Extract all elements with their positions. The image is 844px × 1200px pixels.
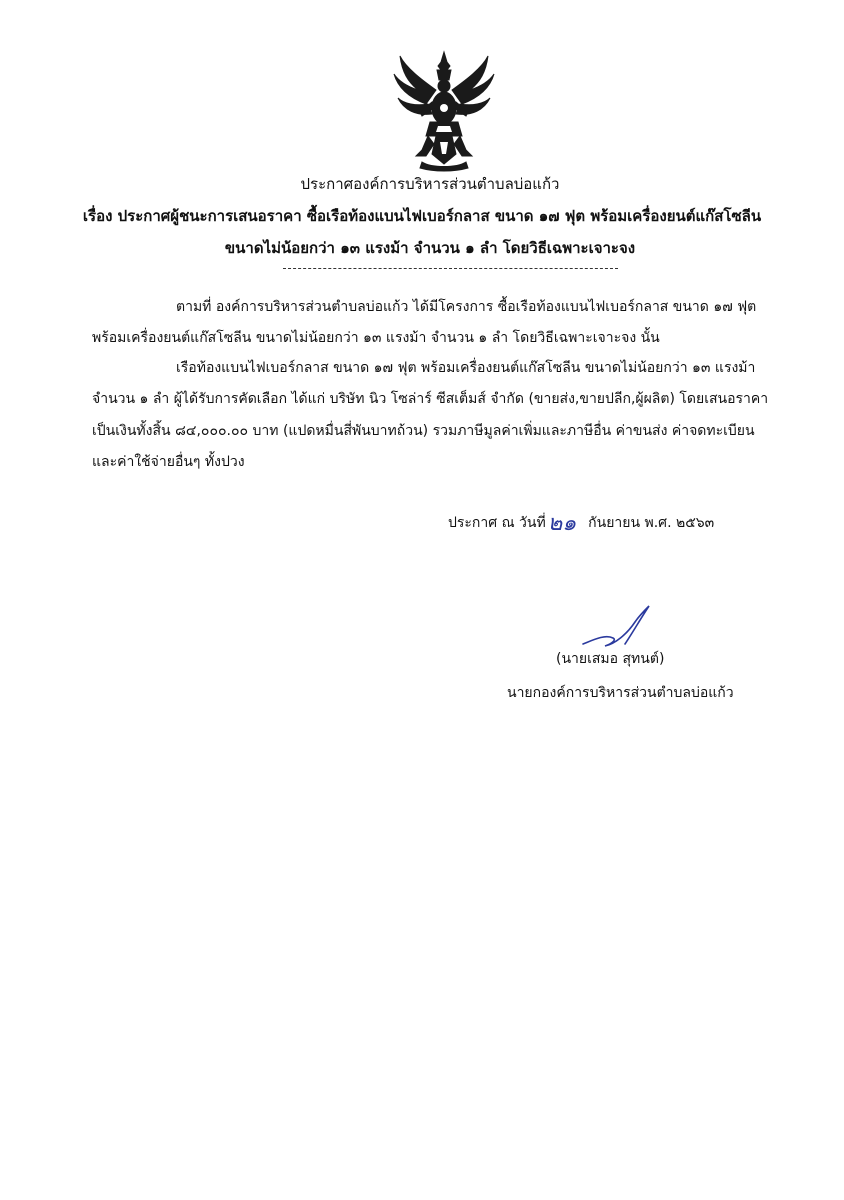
date-month-year: กันยายน พ.ศ. ๒๕๖๓ [588,515,715,531]
body-line: และค่าใช้จ่ายอื่นๆ ทั้งปวง [92,454,245,470]
signature-icon [575,604,655,652]
signatory-position: นายกองค์การบริหารส่วนตำบลบ่อแก้ว [507,685,734,701]
signatory-name: (นายเสมอ สุทนต์) [556,651,665,667]
page-title: ประกาศองค์การบริหารส่วนตำบลบ่อแก้ว [300,175,560,193]
body-line: ตามที่ องค์การบริหารส่วนตำบลบ่อแก้ว ได้มีโครงการ ซื้อเรือท้องแบนไฟเบอร์กลาส ขนาด ๑๗ ฟุต [176,299,757,315]
body-line: เป็นเงินทั้งสิ้น ๘๔,๐๐๐.๐๐ บาท (แปดหมื่นสี่พันบาทถ้วน) รวมภาษีมูลค่าเพิ่มและภาษีอื่น ค่าขนส่ง ค่าจดทะเบียน [92,423,755,439]
body-line: เรือท้องแบนไฟเบอร์กลาส ขนาด ๑๗ ฟุต พร้อมเครื่องยนต์แก๊สโซลีน ขนาดไม่น้อยกว่า ๑๓ แรงม้า [176,360,756,376]
dashed-divider [283,268,618,269]
body-line: พร้อมเครื่องยนต์แก๊สโซลีน ขนาดไม่น้อยกว่า ๑๓ แรงม้า จำนวน ๑ ลำ โดยวิธีเฉพาะเจาะจง นั้น [92,330,660,346]
subject-line-2: ขนาดไม่น้อยกว่า ๑๓ แรงม้า จำนวน ๑ ลำ โดยวิธีเฉพาะเจาะจง [224,239,636,257]
garuda-emblem-icon [392,50,496,172]
handwritten-day: ๒๑ [547,511,577,536]
body-line: จำนวน ๑ ลำ ผู้ได้รับการคัดเลือก ได้แก่ บริษัท นิว โซล่าร์ ซีสเต็มส์ จำกัด (ขายส่ง,ขายปลีก,ผู้ผลิต) โดยเสนอราคา [92,391,769,407]
date-prefix: ประกาศ ณ วันที่ [448,515,546,531]
announcement-date [448,513,714,534]
subject-line-1: เรื่อง ประกาศผู้ชนะการเสนอราคา ซื้อเรือท้องแบนไฟเบอร์กลาส ขนาด ๑๗ ฟุต พร้อมเครื่องยนต์แก๊สโซลีน [82,207,762,225]
